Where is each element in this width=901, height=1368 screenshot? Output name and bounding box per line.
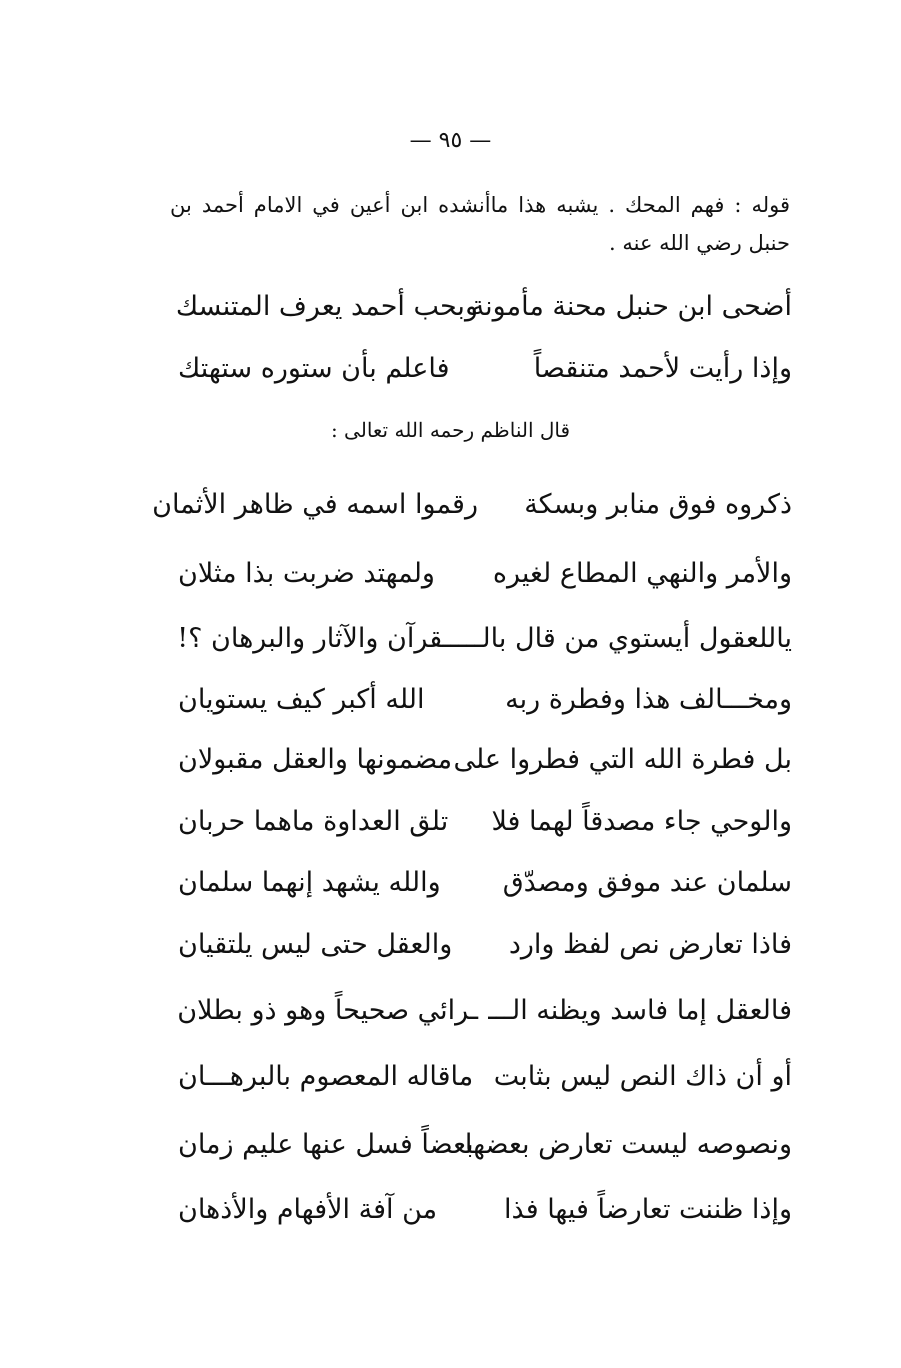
verse-first-hemistich: فالعقل إما فاسد ويظنه الـــ	[488, 995, 792, 1026]
verse-line	[178, 986, 792, 1036]
verse-second-hemistich: ـرائي صحيحاً وهو ذو بطلان	[177, 995, 478, 1026]
verse-second-hemistich: تلق العداوة ماهما حربان	[178, 806, 449, 837]
verse-first-hemistich: ومخـــالف هذا وفطرة ربه	[505, 684, 792, 715]
verse-line	[178, 1052, 792, 1102]
verse-first-hemistich: أو أن ذاك النص ليس بثابت	[493, 1061, 792, 1092]
verse-first-hemistich: والأمر والنهي المطاع لغيره	[492, 558, 792, 589]
verse-line	[178, 549, 792, 599]
verse-second-hemistich: من آفة الأفهام والأذهان	[178, 1194, 438, 1225]
verse-second-hemistich: بعضاً فسل عنها عليم زمان	[178, 1129, 474, 1160]
verse-second-hemistich: ولمهتد ضربت بذا مثلان	[178, 558, 435, 589]
verse-first-hemistich: والوحي جاء مصدقاً لهما فلا	[491, 806, 792, 837]
verse-line	[178, 1120, 792, 1170]
verse-first-hemistich: فاذا تعارض نص لفظ وارد	[508, 929, 792, 960]
verse-first-hemistich: أضحى ابن حنبل محنة مأمونة	[470, 291, 792, 322]
verse-first-hemistich: وإذا رأيت لأحمد متنقصاً	[533, 353, 792, 384]
verse-full-line: ياللعقول أيستوي من قال بالـــــقرآن والآثار والبرهان ؟!	[177, 623, 792, 654]
verse-line	[178, 675, 792, 725]
verse-first-hemistich: وإذا ظننت تعارضاً فيها فذا	[504, 1194, 792, 1225]
verse-second-hemistich: والله يشهد إنهما سلمان	[178, 867, 441, 898]
poet-intro: قال الناظم رحمه الله تعالى :	[330, 418, 571, 442]
verse-second-hemistich: فاعلم بأن ستوره ستهتك	[178, 353, 450, 384]
verse-first-hemistich: سلمان عند موفق ومصدّق	[502, 867, 792, 898]
verse-line	[178, 614, 792, 664]
verse-first-hemistich: ذكروه فوق منابر وبسكة	[524, 489, 792, 520]
verse-second-hemistich: والعقل حتى ليس يلتقيان	[178, 929, 453, 960]
verse-line	[178, 735, 792, 785]
verse-second-hemistich: وبحب أحمد يعرف المتنسك	[175, 291, 478, 322]
page-number: — ٩٥ —	[409, 128, 492, 153]
quoted-verse	[178, 344, 792, 394]
quoted-verse	[175, 282, 792, 332]
verse-line	[152, 480, 792, 530]
verse-first-hemistich: ونصوصه ليست تعارض بعضها	[464, 1129, 792, 1160]
verse-line	[178, 797, 792, 847]
verse-first-hemistich: بل فطرة الله التي فطروا على	[453, 744, 792, 775]
verse-second-hemistich: مضمونها والعقل مقبولان	[178, 744, 453, 775]
verse-line	[178, 858, 792, 908]
commentary-paragraph: قوله : فهم المحك . يشبه هذا ماأنشده ابن أعين في الامام أحمد بن حنبل رضي الله عنه .	[170, 193, 790, 255]
verse-second-hemistich: ماقاله المعصوم بالبرهـــان	[178, 1061, 474, 1092]
verse-line	[178, 1185, 792, 1235]
verse-line	[178, 920, 792, 970]
verse-second-hemistich: الله أكبر كيف يستويان	[178, 684, 425, 715]
verse-second-hemistich: رقموا اسمه في ظاهر الأثمان	[152, 489, 478, 520]
